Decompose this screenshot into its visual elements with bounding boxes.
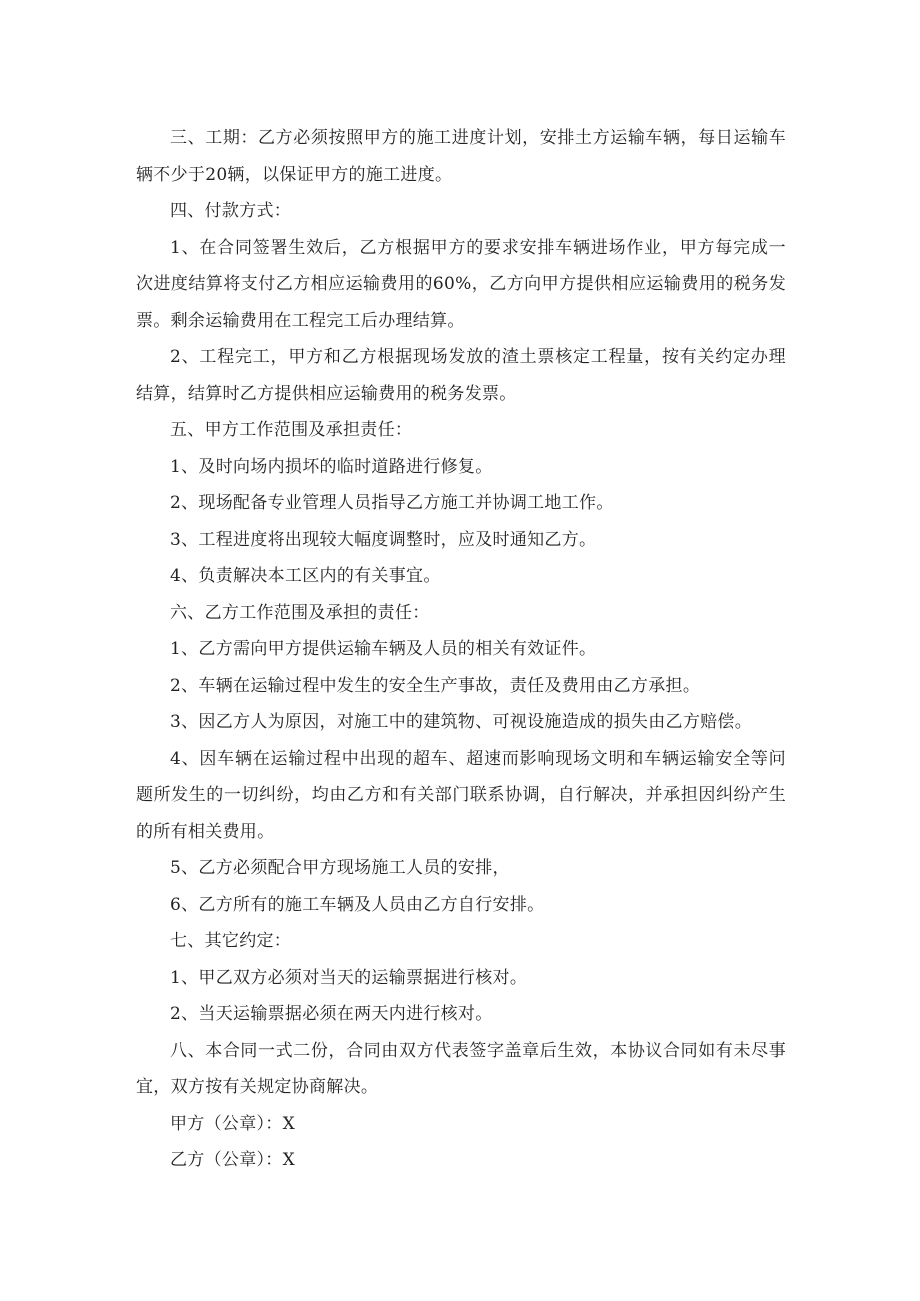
clause-6-item-1: 1、乙方需向甲方提供运输车辆及人员的相关有效证件。: [170, 639, 597, 659]
clause-6-heading: 六、乙方工作范围及承担的责任：: [170, 602, 430, 623]
party-b-seal: 乙方（公章）：X: [170, 1150, 296, 1170]
clause-8-copies: 八、本合同一式二份，合同由双方代表签字盖章后生效，本协议合同如有未尽事宜，双方按有关规定协商解决。: [136, 1040, 786, 1097]
clause-7-item-1: 1、甲乙双方必须对当天的运输票据进行核对。: [170, 967, 528, 988]
clause-3-schedule: 三、工期：乙方必须按照甲方的施工进度计划，安排土方运输车辆，每日运输车辆不少于20辆，以保证甲方的施工进度。: [136, 128, 786, 185]
clause-6-item-3: 3、因乙方人为原因，对施工中的建筑物、可视设施造成的损失由乙方赔偿。: [170, 712, 753, 732]
clause-6-item-2: 2、车辆在运输过程中发生的安全生产事故，责任及费用由乙方承担。: [170, 675, 701, 696]
clause-4-item-1: 1、在合同签署生效后，乙方根据甲方的要求安排车辆进场作业，甲方每完成一次进度结算将支付乙方相应运输费用的60%，乙方向甲方提供相应运输费用的税务发票。剩余运输费用在工程完工后办理结算。: [136, 237, 786, 331]
clause-6-item-6: 6、乙方所有的施工车辆及人员由乙方自行安排。: [170, 894, 545, 915]
clause-5-heading: 五、甲方工作范围及承担责任：: [170, 420, 413, 440]
clause-5-item-3: 3、工程进度将出现较大幅度调整时，应及时通知乙方。: [170, 529, 597, 550]
clause-4-item-2: 2、工程完工，甲方和乙方根据现场发放的渣土票核定工程量，按有关约定办理结算，结算时乙方提供相应运输费用的税务发票。: [136, 347, 786, 404]
clause-7-item-2: 2、当天运输票据必须在两天内进行核对。: [170, 1004, 493, 1024]
document-body: [136, 120, 786, 1179]
clause-7-heading: 七、其它约定：: [170, 931, 292, 951]
clause-4-heading: 四、付款方式：: [170, 201, 292, 221]
clause-5-item-1: 1、及时向场内损坏的临时道路进行修复。: [170, 456, 493, 477]
clause-5-item-2: 2、现场配备专业管理人员指导乙方施工并协调工地工作。: [170, 493, 614, 513]
clause-5-item-4: 4、负责解决本工区内的有关事宜。: [170, 566, 441, 586]
clause-6-item-4: 4、因车辆在运输过程中出现的超车、超速而影响现场文明和车辆运输安全等问题所发生的一切纠纷，均由乙方和有关部门联系协调，自行解决，并承担因纠纷产生的所有相关费用。: [136, 748, 786, 842]
party-a-seal: 甲方（公章）：X: [170, 1113, 296, 1134]
clause-6-item-5: 5、乙方必须配合甲方现场施工人员的安排，: [170, 858, 510, 878]
